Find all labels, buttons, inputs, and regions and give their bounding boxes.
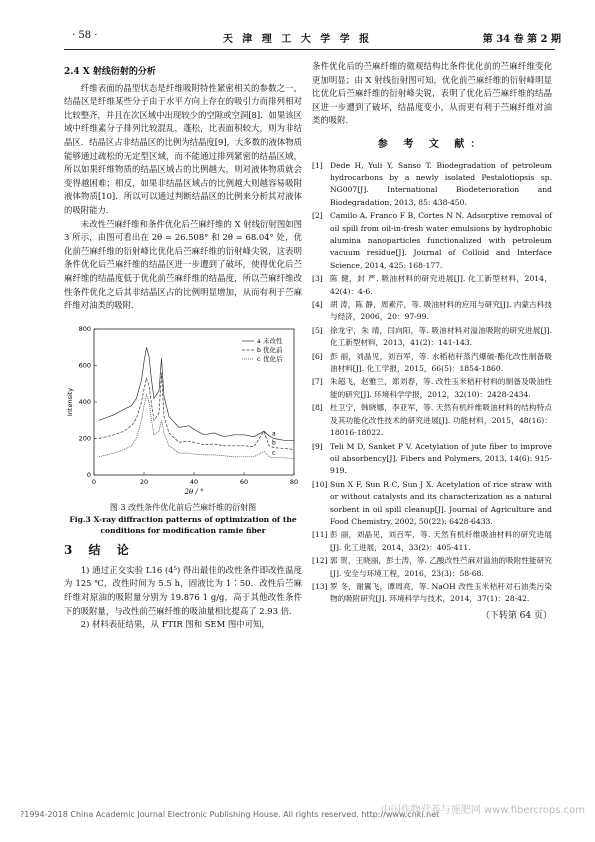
reference-number: [8] [312,403,323,413]
reference-text: Camilo A, Franco F B, Cortes N N. Adsorptive removal of oil spill from oil-in-fresh water emulsions by hydrophobic alumina nanoparticles functionalized with petroleum vacuum residue[J]. Journal of Colloid and Interface Science, 2014, 425: 168-177. [330,211,552,270]
reference-text: 胡 涛，陈 静，周素芹，等. 吸油材料的应用与研究[J]. 内蒙古科技与经济，2006，20：97-99. [330,300,552,322]
reference-item [312,441,552,478]
x-tick-label: 40 [189,477,199,486]
x-tick-label: 60 [239,477,249,486]
reference-text: 朱超飞，赵雅兰，郑刘春，等. 改性玉米秸秆材料的制备及吸油性能的研究[J]. 环境科学学报，2012，32(10)：2428-2434. [330,377,552,399]
reference-text: 郭 贺，王晓丽，彭士涛，等. 乙酸改性苎麻对溢油的吸附性能研究[J]. 安全与环境工程，2016，23(3)：58-68. [330,556,552,578]
reference-text: 徐龙宇，朱 靖，闫向阳，等. 吸油材料对溢油吸附的研究进展[J]. 化工新型材料，2013，41(2)：141-143. [330,325,552,348]
reference-number: [2] [312,211,323,221]
series-line-b [99,372,294,449]
reference-text: 杜卫宁，韩晓娜，李亚军，等. 天然有机纤维吸油材料的结构特点及其功能化改性技术的研究进展[J]. 功能材料，2015，48(16)：18016-18022. [330,403,552,438]
legend-marker: b [257,346,261,354]
conclusion-1: 1) 通过正交实验 L16 (4⁵) 得出最佳的改性条件即改性温度为 125 ℃，改性时间为 5.5 h，固液比为 1∶50．改性后苎麻纤维对原油的吸附量分别为 19.876 1 g/g，高于其他改性条件下的吸附量，与改性前苎麻纤维的吸油量相比提高了 2.93 倍． [64,564,302,616]
legend-label: 未改性 [263,336,283,345]
right-column [312,60,552,623]
reference-item [312,479,552,529]
reference-text: 彭 丽，刘晶见，刘百军，等. 水稻秸秆蒸汽爆破-酯化改性制备吸油材料[J]. 化工学报，2015，66(5)：1854-1860. [330,351,552,374]
reference-number: [6] [312,351,323,361]
issue-info: 第 34 卷 第 2 期 [482,34,561,45]
x-tick-label: 80 [289,477,299,486]
reference-text: Dede H, Yuli Y, Sanso T. Biodegradation of petroleum hydrocarbons by a newly isolated Pestalotiopsis sp. NG007[J]. International Biodeterioration and Biodegradation, 2013, 85: 438-450. [330,160,552,207]
reference-text: 彭 丽，刘晶见，刘百军，等. 天然有机纤维吸油材料的研究进展[J]. 化工进展，2014，33(2)：405-411. [330,530,552,552]
reference-number: [10] [312,479,328,489]
legend-label: 优化前 [263,345,283,354]
reference-item [312,402,552,439]
paragraph: 未改性苎麻纤维和条件优化后苎麻纤维的 X 射线衍射图如图 3 所示，由图可看出在 2θ = 26.508° 和 2θ = 68.04° 处，优化前苎麻纤维的衍射峰比优化后苎麻纤维的衍射峰尖锐，这表明条件优化后苎麻纤维的结晶区进一步遭到了破坏，使得优化后苎麻纤维的结晶度低于优化前苎麻纤维的结晶度，所以苎麻纤维改性条件优化之后其非结晶区占的比例明显增加，从而有利于苎麻纤维对油类的吸附． [64,218,302,311]
left-column [64,60,302,632]
references-heading: 参 考 文 献： [377,138,487,150]
watermark: 中国作物营养与施肥网 www.fibercrops.com [380,805,585,816]
y-axis-label: Intensity [66,387,74,416]
y-tick-label: 800 [78,324,91,333]
page-number: · 58 · [72,30,98,41]
reference-item [312,210,552,272]
journal-title: 天 津 理 工 大 学 学 报 [222,34,373,45]
reference-item [312,160,552,210]
reference-number: [9] [312,441,323,451]
figure-caption-cn: 图 3 改性条件优化前后苎麻纤维的衍射图 [109,502,257,512]
reference-item [312,325,552,350]
series-marker-label: b [272,439,276,447]
reference-text: 陈 健，封 严. 吸油材料的研究进展[J]. 化工新型材料，2014，42(4)：4-6. [330,274,552,296]
series-marker-label: c [272,449,276,457]
reference-number: [4] [312,300,323,310]
section-3-heading: 3 结 论 [64,543,135,558]
reference-number: [5] [312,325,323,335]
references-list [312,160,552,606]
reference-text: Teli M D, Sanket P V. Acetylation of jute fiber to improve oil absorbency[J]. Fibers and Polymers, 2013, 14(6): 915-919. [330,441,552,476]
series-marker-label: a [272,430,276,438]
reference-number: [7] [312,377,323,387]
reference-number: [11] [312,530,328,540]
header-rule [64,49,555,50]
reference-number: [3] [312,274,323,284]
reference-item [312,555,552,580]
copyright-footer: ?1994-2018 China Academic Journal Electronic Publishing House. All rights reserved. http://www.cnki.net [20,810,440,819]
reference-text: Sun X F, Sun R C, Sun J X. Acetylation of rice straw with or without catalysts and its characterization as a natural sorbent in oil spill cleanup[J]. Journal of Agriculture and Food Chemistry, 2002, 50(22): 6428-6433. [330,479,552,526]
section-2-4-heading: 2.4 X 射线衍射的分析 [64,67,156,77]
xrd-chart [64,321,302,499]
paragraph: 纤维表面的晶型状态是纤维吸附特性紧密相关的参数之一，结晶区是纤维某些分子由于水平方向上存在的吸引力而排列相对比较整齐，并且在次区域中出现较少的空隙或空洞[8]．如果该区域中纤维素分子排列比较混乱，蓬松，比表面积较大，则为非结晶区．结晶区占非结晶区的比例为结晶度[9]，大多数的液体物质能够通过疏松的无定型区域，而不能通过排列紧密的结晶区域，所以如果纤维物质的结晶区域占的比例越大，则对液体物质就会变得越困难；相反，如果非结晶区域占的比例越大则越容易吸附液体物质[10]．所以可以通过判断结晶区的比例来分析其对液体的吸附能力． [64,82,302,215]
running-header [22,30,573,44]
reference-item [312,581,552,606]
legend-marker: c [257,355,261,363]
y-tick-label: 200 [78,434,91,443]
conclusion-2: 2) 材料表征结果，从 FTIR 图和 SEM 图中可知， [80,619,270,630]
continued-paragraph: 条件优化后的苎麻纤维的微观结构比条件优化前的苎麻纤维变化更加明显；由 X 射线衍射图可知，优化前苎麻纤维的衍射峰明显比优化后苎麻纤维的衍射峰尖锐，表明了优化后苎麻纤维的结晶区进一步遭到了破坏，结晶度变小，从而更有利于苎麻纤维对油类的吸附． [312,61,552,126]
reference-number: [13] [312,581,328,591]
figure-3 [64,321,302,499]
reference-item [312,529,552,554]
y-tick-label: 0 [86,470,91,479]
reference-item [312,299,552,324]
reference-text: 罗 冬，谢翼飞，谭周亮，等. NaOH 改性玉米秸秆对石油类污染物的吸附研究[J]. 环境科学与技术，2014，37(1)：28-42. [330,581,552,604]
reference-item [312,273,552,298]
x-tick-label: 0 [91,477,97,486]
legend-marker: a [257,337,261,345]
figure-caption-en-line2: conditions for modification ramie fiber [100,526,266,536]
reference-item [312,376,552,401]
x-tick-label: 20 [139,477,149,486]
figure-caption-en-line1: Fig.3 X-ray diffraction patterns of optimization of the [69,515,297,525]
x-axis-label: 2θ / ° [184,487,204,496]
reference-number: [1] [312,160,323,170]
legend-label: 优化后 [263,354,283,363]
y-tick-label: 600 [78,361,91,370]
y-tick-label: 400 [78,397,91,406]
series-line-c [99,394,294,458]
reference-number: [12] [312,556,328,566]
continued-note: （下转第 64 页） [480,610,552,621]
reference-item [312,351,552,376]
